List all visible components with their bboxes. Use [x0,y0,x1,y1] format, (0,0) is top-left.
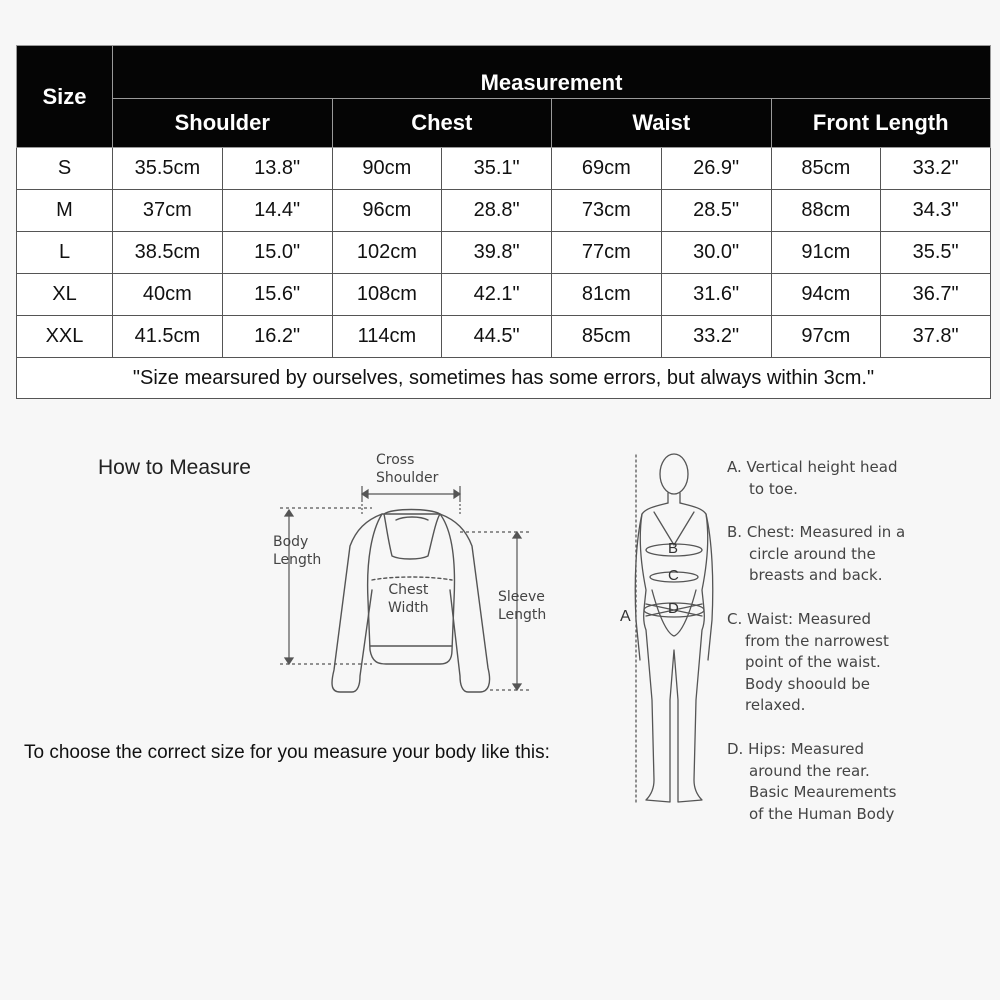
table-cell: 16.2" [222,316,332,358]
how-to-measure-title: How to Measure [98,456,251,479]
table-cell: 35.5cm [113,148,223,190]
table-cell: 38.5cm [113,232,223,274]
chest-header: Chest [332,99,552,148]
table-cell: 37.8" [881,316,991,358]
waist-header: Waist [552,99,772,148]
table-cell: 88cm [771,190,881,232]
size-cell: M [17,190,113,232]
table-cell: 91cm [771,232,881,274]
table-cell: 28.5" [661,190,771,232]
table-cell: 42.1" [442,274,552,316]
shoulder-header: Shoulder [113,99,333,148]
table-cell: 102cm [332,232,442,274]
table-cell: 90cm [332,148,442,190]
legend-d: D. Hips: Measured around the rear. Basic Meaurements of the Human Body [727,740,897,823]
marker-a: A [620,608,631,625]
table-cell: 77cm [552,232,662,274]
legend-c: C. Waist: Measured from the narrowest point of the waist. Body shoould be relaxed. [727,610,889,714]
table-cell: 85cm [552,316,662,358]
legend-a: A. Vertical height head to toe. [727,458,898,498]
table-cell: 34.3" [881,190,991,232]
marker-c: C [668,567,679,584]
table-cell: 36.7" [881,274,991,316]
table-cell: 114cm [332,316,442,358]
table-cell: 39.8" [442,232,552,274]
choose-size-instruction: To choose the correct size for you measure your body like this: [24,742,550,763]
table-cell: 96cm [332,190,442,232]
size-cell: S [17,148,113,190]
table-cell: 13.8" [222,148,332,190]
table-cell: 73cm [552,190,662,232]
table-cell: 33.2" [881,148,991,190]
table-cell: 14.4" [222,190,332,232]
table-cell: 81cm [552,274,662,316]
size-cell: L [17,232,113,274]
table-cell: 69cm [552,148,662,190]
table-cell: 35.5" [881,232,991,274]
table-cell: 30.0" [661,232,771,274]
table-cell: 41.5cm [113,316,223,358]
table-cell: 35.1" [442,148,552,190]
table-cell: 26.9" [661,148,771,190]
table-cell: 108cm [332,274,442,316]
table-cell: 33.2" [661,316,771,358]
marker-b: B [668,540,679,557]
front-length-header: Front Length [771,99,991,148]
table-cell: 15.0" [222,232,332,274]
body-right-arm [706,514,713,660]
body-head [660,454,688,494]
table-cell: 37cm [113,190,223,232]
size-header: Size [17,46,113,148]
measurement-header: Measurement [113,46,991,99]
marker-d: D [668,600,679,617]
body-length-label: Body Length [273,534,322,568]
chest-width-label: Chest Width [388,582,429,616]
size-cell: XXL [17,316,113,358]
table-cell: 28.8" [442,190,552,232]
cross-shoulder-label: Cross Shoulder [376,452,439,486]
legend-b: B. Chest: Measured in a circle around the breasts and back. [727,523,906,584]
table-cell: 44.5" [442,316,552,358]
table-cell: 94cm [771,274,881,316]
table-cell: 85cm [771,148,881,190]
table-cell: 97cm [771,316,881,358]
sleeve-length-label: Sleeve Length [498,589,547,623]
table-cell: 31.6" [661,274,771,316]
measurement-note: "Size mearsured by ourselves, sometimes has some errors, but always within 3cm." [17,358,991,399]
table-cell: 40cm [113,274,223,316]
size-cell: XL [17,274,113,316]
table-cell: 15.6" [222,274,332,316]
